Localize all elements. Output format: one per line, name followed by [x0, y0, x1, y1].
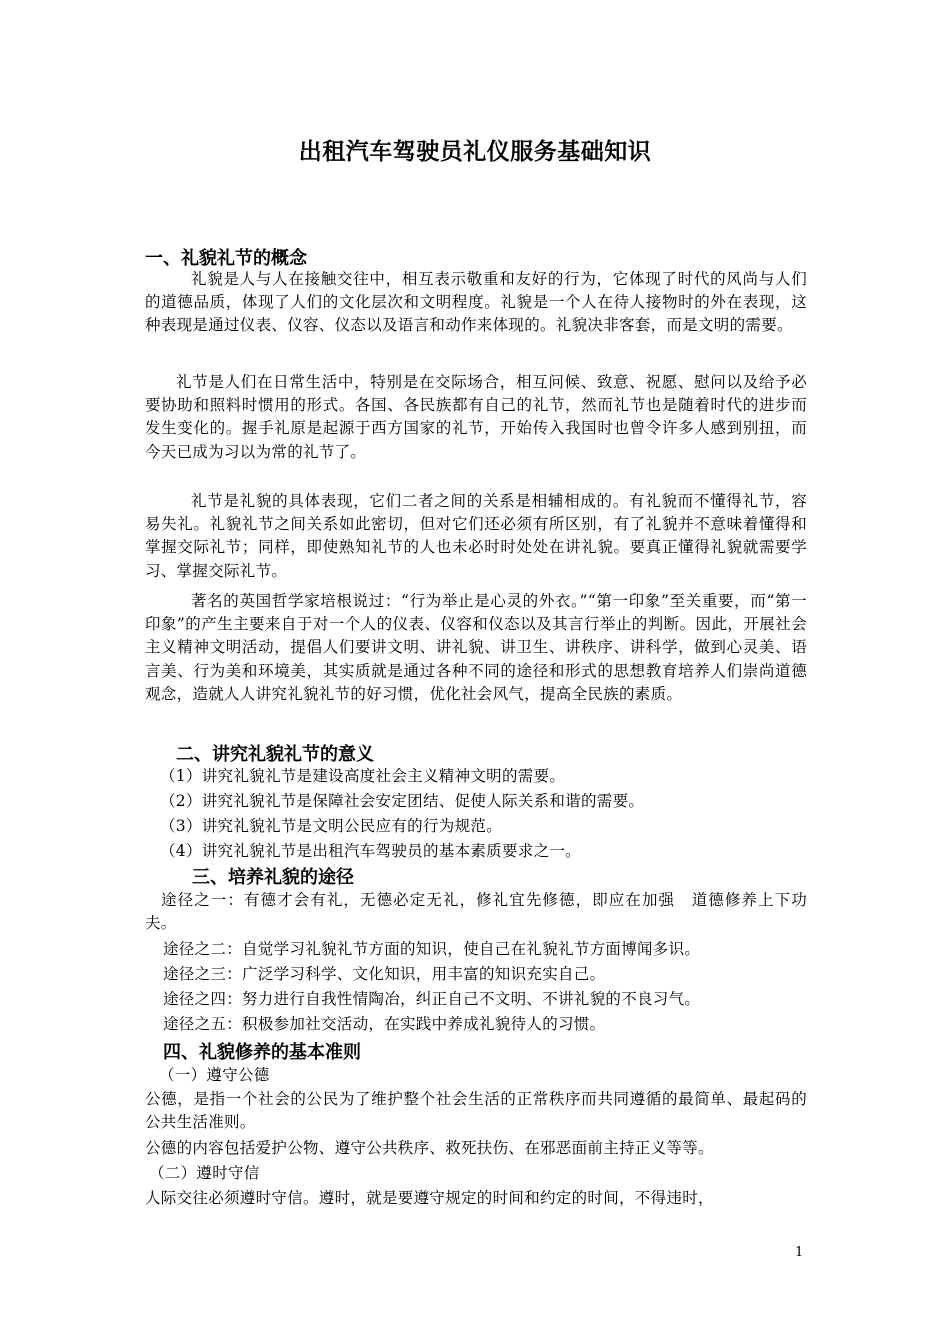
section-1-paragraph-4: 著名的英国哲学家培根说过：“行为举止是心灵的外衣。”“第一印象”至关重要，而“第一印象”的产生主要来自于对一个人的仪表、仪容和仪态以及其言行举止的判断。因此，开展社会主义精神文明活动，提倡人们要讲文明、讲礼貌、讲卫生、讲秩序、讲科学，做到心灵美、语言美、行为美和环境美，其实质就是通过各种不同的途径和形式的思想教育培养人们崇尚道德观念，造就人人讲究礼貌礼节的好习惯，优化社会风气，提高全民族的素质。	[145, 592, 807, 703]
list-item: （4）讲究礼貌礼节是出租汽车驾驶员的基本素质要求之一。	[160, 842, 581, 860]
list-item: （2）讲究礼貌礼节是保障社会安定团结、促使人际关系和谐的需要。	[160, 792, 645, 810]
section-3-paragraph-1: 途径之一：有德才会有礼，无德必定无礼，修礼宜先修德，即应在加强 道德修养上下功夫。	[145, 891, 807, 933]
list-item: 途径之四：努力进行自我性情陶冶，纠正自己不文明、不讲礼貌的不良习气。	[163, 990, 701, 1008]
section-1-heading: 一、礼貌礼节的概念	[145, 248, 307, 269]
section-2-heading: 二、讲究礼貌礼节的意义	[176, 744, 374, 765]
subsection-heading: （二）遵时守信	[149, 1164, 260, 1182]
section-4-heading: 四、礼貌修养的基本准则	[163, 1042, 361, 1063]
list-item: 途径之五：积极参加社交活动，在实践中养成礼貌待人的习惯。	[163, 1015, 606, 1033]
list-item: 途径之三：广泛学习科学、文化知识，用丰富的知识充实自己。	[163, 965, 606, 983]
page-number: 1	[795, 1245, 804, 1260]
section-4-paragraph-2: 公德的内容包括爱护公物、遵守公共秩序、救死扶伤、在邪恶面前主持正义等等。	[145, 1139, 714, 1157]
section-1-paragraph-2: 礼节是人们在日常生活中，特别是在交际场合，相互问候、致意、祝愿、慰问以及给予必要协助和照料时惯用的形式。各国、各民族都有自己的礼节，然而礼节也是随着时代的进步而发生变化的。握手礼原是起源于西方国家的礼节，开始传入我国时也曾令许多人感到别扭，而今天已成为习以为常的礼节了。	[145, 373, 807, 461]
document-title: 出租汽车驾驶员礼仪服务基础知识	[298, 139, 652, 165]
list-item: （1）讲究礼貌礼节是建设高度社会主义精神文明的需要。	[160, 767, 566, 785]
section-4-paragraph-1: 公德，是指一个社会的公民为了维护整个社会生活的正常秩序而共同遵循的最简单、最起码的公共生活准则。	[145, 1090, 807, 1132]
subsection-heading: （一）遵守公德	[159, 1066, 270, 1084]
section-1-paragraph-1: 礼貌是人与人在接触交往中，相互表示敬重和友好的行为，它体现了时代的风尚与人们的道德品质，体现了人们的文化层次和文明程度。礼貌是一个人在待人接物时的外在表现，这种表现是通过仪表、仪容、仪态以及语言和动作来体现的。礼貌决非客套，而是文明的需要。	[145, 270, 807, 335]
section-4-paragraph-3: 人际交往必须遵时守信。遵时，就是要遵守规定的时间和约定的时间，不得违时，	[145, 1189, 714, 1207]
section-3-heading: 三、培养礼貌的途径	[192, 867, 354, 888]
section-1-paragraph-3: 礼节是礼貌的具体表现，它们二者之间的关系是相辅相成的。有礼貌而不懂得礼节，容易失礼。礼貌礼节之间关系如此密切，但对它们还必须有所区别，有了礼貌并不意味着懂得和掌握交际礼节；同样，即使熟知礼节的人也未必时时处处在讲礼貌。要真正懂得礼貌就需要学习、掌握交际礼节。	[145, 492, 807, 580]
list-item: （3）讲究礼貌礼节是文明公民应有的行为规范。	[160, 817, 502, 835]
list-item: 途径之二：自觉学习礼貌礼节方面的知识，使自己在礼貌礼节方面博闻多识。	[163, 940, 701, 958]
